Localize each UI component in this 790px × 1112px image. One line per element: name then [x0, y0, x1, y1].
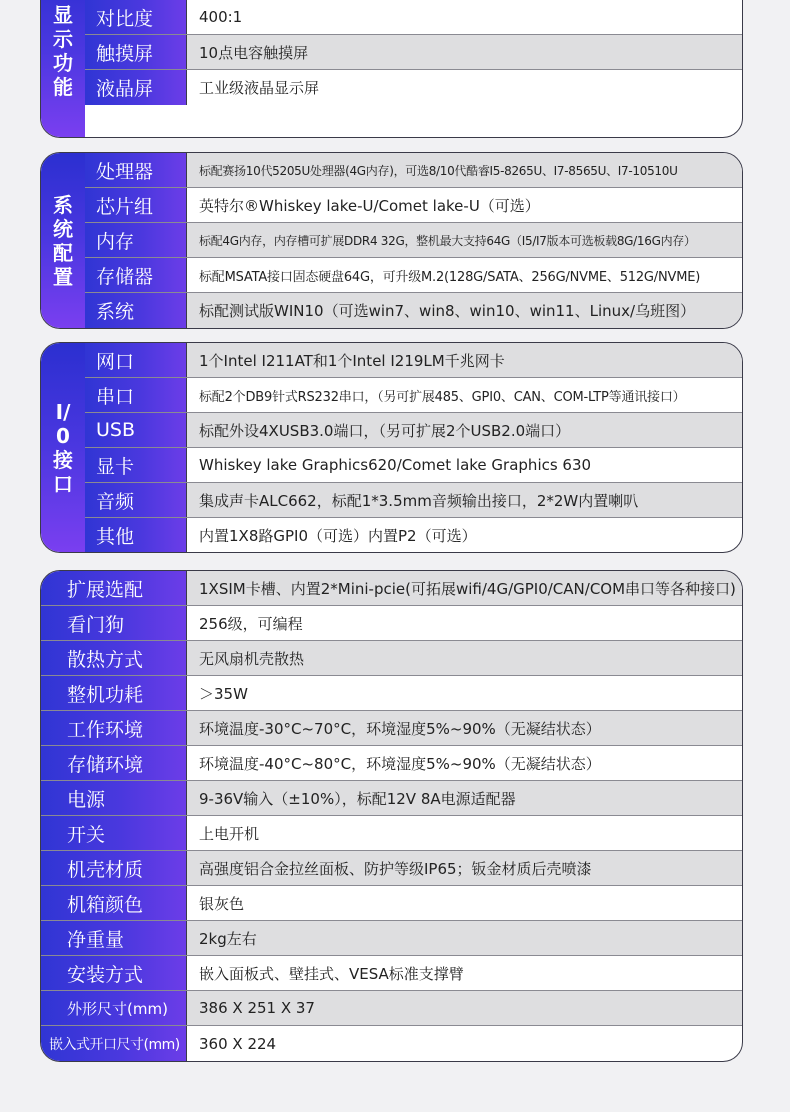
table-row: [85, 448, 742, 483]
row-label: USB: [85, 413, 187, 447]
other-rows: [41, 571, 742, 1061]
table-row: [41, 606, 742, 641]
row-label: 电源: [41, 781, 187, 815]
row-label: 对比度: [85, 0, 187, 34]
row-value: 环境温度-30°C~70°C，环境湿度5%~90%（无凝结状态）: [187, 711, 742, 745]
table-row: [85, 378, 742, 413]
row-value: ＞35W: [199, 684, 248, 703]
row-label: 系统: [85, 293, 187, 328]
table-row: [41, 711, 742, 746]
table-row: [41, 816, 742, 851]
row-value: 银灰色: [199, 894, 245, 913]
row-value: 400:1: [199, 8, 243, 26]
table-row: [85, 293, 742, 328]
row-label: 安装方式: [41, 956, 187, 990]
row-label: 液晶屏: [85, 70, 187, 105]
table-row: [41, 676, 742, 711]
table-row: [41, 1026, 742, 1061]
table-row: [41, 851, 742, 886]
table-row: [41, 571, 742, 606]
row-label: 其他: [85, 518, 187, 553]
row-label: 看门狗: [41, 606, 187, 640]
row-value: 工业级液晶显示屏: [199, 79, 320, 97]
row-value: 内置1X8路GPI0（可选）内置P2（可选）: [199, 527, 477, 545]
table-row: [41, 746, 742, 781]
table-row: [85, 413, 742, 448]
table-row: [85, 483, 742, 518]
table-row: [41, 956, 742, 991]
row-value: 标配外设4XUSB3.0端口，（另可扩展2个USB2.0端口）: [187, 413, 742, 447]
table-row: [41, 886, 742, 921]
io-section: [40, 342, 743, 553]
group-label-display: 显示功能: [41, 0, 85, 137]
row-label: 串口: [85, 378, 187, 412]
row-label: 处理器: [85, 153, 187, 187]
row-label: 整机功耗: [41, 676, 187, 710]
table-row: [85, 343, 742, 378]
row-label: 嵌入式开口尺寸(mm): [41, 1026, 187, 1061]
row-value: 9-36V输入（±10%），标配12V 8A电源适配器: [187, 781, 742, 815]
row-value: 英特尔®Whiskey lake-U/Comet lake-U（可选）: [199, 196, 540, 215]
row-label: 网口: [85, 343, 187, 377]
table-row: [85, 153, 742, 188]
row-label: 机壳材质: [41, 851, 187, 885]
row-value: 标配测试版WIN10（可选win7、win8、win10、win11、Linux/乌班图）: [187, 293, 742, 328]
row-label: 机箱颜色: [41, 886, 187, 920]
row-label: 开关: [41, 816, 187, 850]
table-row: [41, 921, 742, 956]
row-label: 外形尺寸(mm): [41, 991, 187, 1025]
row-value: 1XSIM卡槽、内置2*Mini-pcie(可拓展wifi/4G/GPI0/CAN/COM串口等各种接口): [187, 571, 742, 605]
table-row: [41, 641, 742, 676]
row-label: 工作环境: [41, 711, 187, 745]
table-row: [85, 35, 742, 70]
row-label: 散热方式: [41, 641, 187, 675]
row-label: 音频: [85, 483, 187, 517]
table-row: [85, 223, 742, 258]
row-value: 386 X 251 X 37: [187, 991, 742, 1025]
row-label: 净重量: [41, 921, 187, 955]
io-rows: [85, 343, 742, 552]
row-value: 标配赛扬10代5205U处理器(4G内存)，可选8/10代酷睿I5-8265U、I7-8565U、I7-10510U: [187, 153, 742, 187]
row-value: 无风扇机壳散热: [187, 641, 742, 675]
row-value: 1个Intel I211AT和1个Intel I219LM千兆网卡: [187, 343, 742, 377]
other-specs-section: [40, 570, 743, 1062]
row-label: 内存: [85, 223, 187, 257]
system-section: [40, 152, 743, 329]
row-value: 高强度铝合金拉丝面板、防护等级IP65；钣金材质后壳喷漆: [187, 851, 742, 885]
row-value: 10点电容触摸屏: [187, 35, 742, 69]
row-value: 2kg左右: [187, 921, 742, 955]
group-label-system: 系统配置: [41, 153, 85, 328]
row-value: 上电开机: [199, 824, 260, 843]
group-label-io: I/0接口: [41, 343, 85, 552]
row-value: Whiskey lake Graphics620/Comet lake Graphics 630: [199, 456, 592, 474]
table-row: [85, 518, 742, 553]
table-row: [41, 991, 742, 1026]
table-row: [85, 258, 742, 293]
table-row: [85, 70, 742, 105]
row-label: 芯片组: [85, 188, 187, 222]
row-value: 环境温度-40°C~80°C，环境湿度5%~90%（无凝结状态）: [199, 754, 601, 773]
system-rows: [85, 153, 742, 328]
row-value: 标配2个DB9针式RS232串口，（另可扩展485、GPI0、CAN、COM-LTP等通讯接口）: [199, 389, 686, 405]
table-row: [85, 0, 742, 35]
row-label: 存储器: [85, 258, 187, 292]
row-value: 360 X 224: [199, 1034, 277, 1053]
row-value: 集成声卡ALC662，标配1*3.5mm音频输出接口，2*2W内置喇叭: [187, 483, 742, 517]
row-label: 存储环境: [41, 746, 187, 780]
row-value: 256级，可编程: [199, 614, 303, 633]
row-value: 标配4G内存，内存槽可扩展DDR4 32G，整机最大支持64G（I5/I7版本可选板载8G/16G内存）: [187, 223, 742, 257]
row-value: 嵌入面板式、壁挂式、VESA标准支撑臂: [199, 964, 464, 983]
display-section: [40, 0, 743, 138]
row-label: 显卡: [85, 448, 187, 482]
table-row: [41, 781, 742, 816]
row-label: 触摸屏: [85, 35, 187, 69]
row-value: 标配MSATA接口固态硬盘64G，可升级M.2(128G/SATA、256G/NVME、512G/NVME): [199, 269, 701, 285]
row-label: 扩展选配: [41, 571, 187, 605]
display-rows: [85, 0, 742, 137]
table-row: [85, 188, 742, 223]
